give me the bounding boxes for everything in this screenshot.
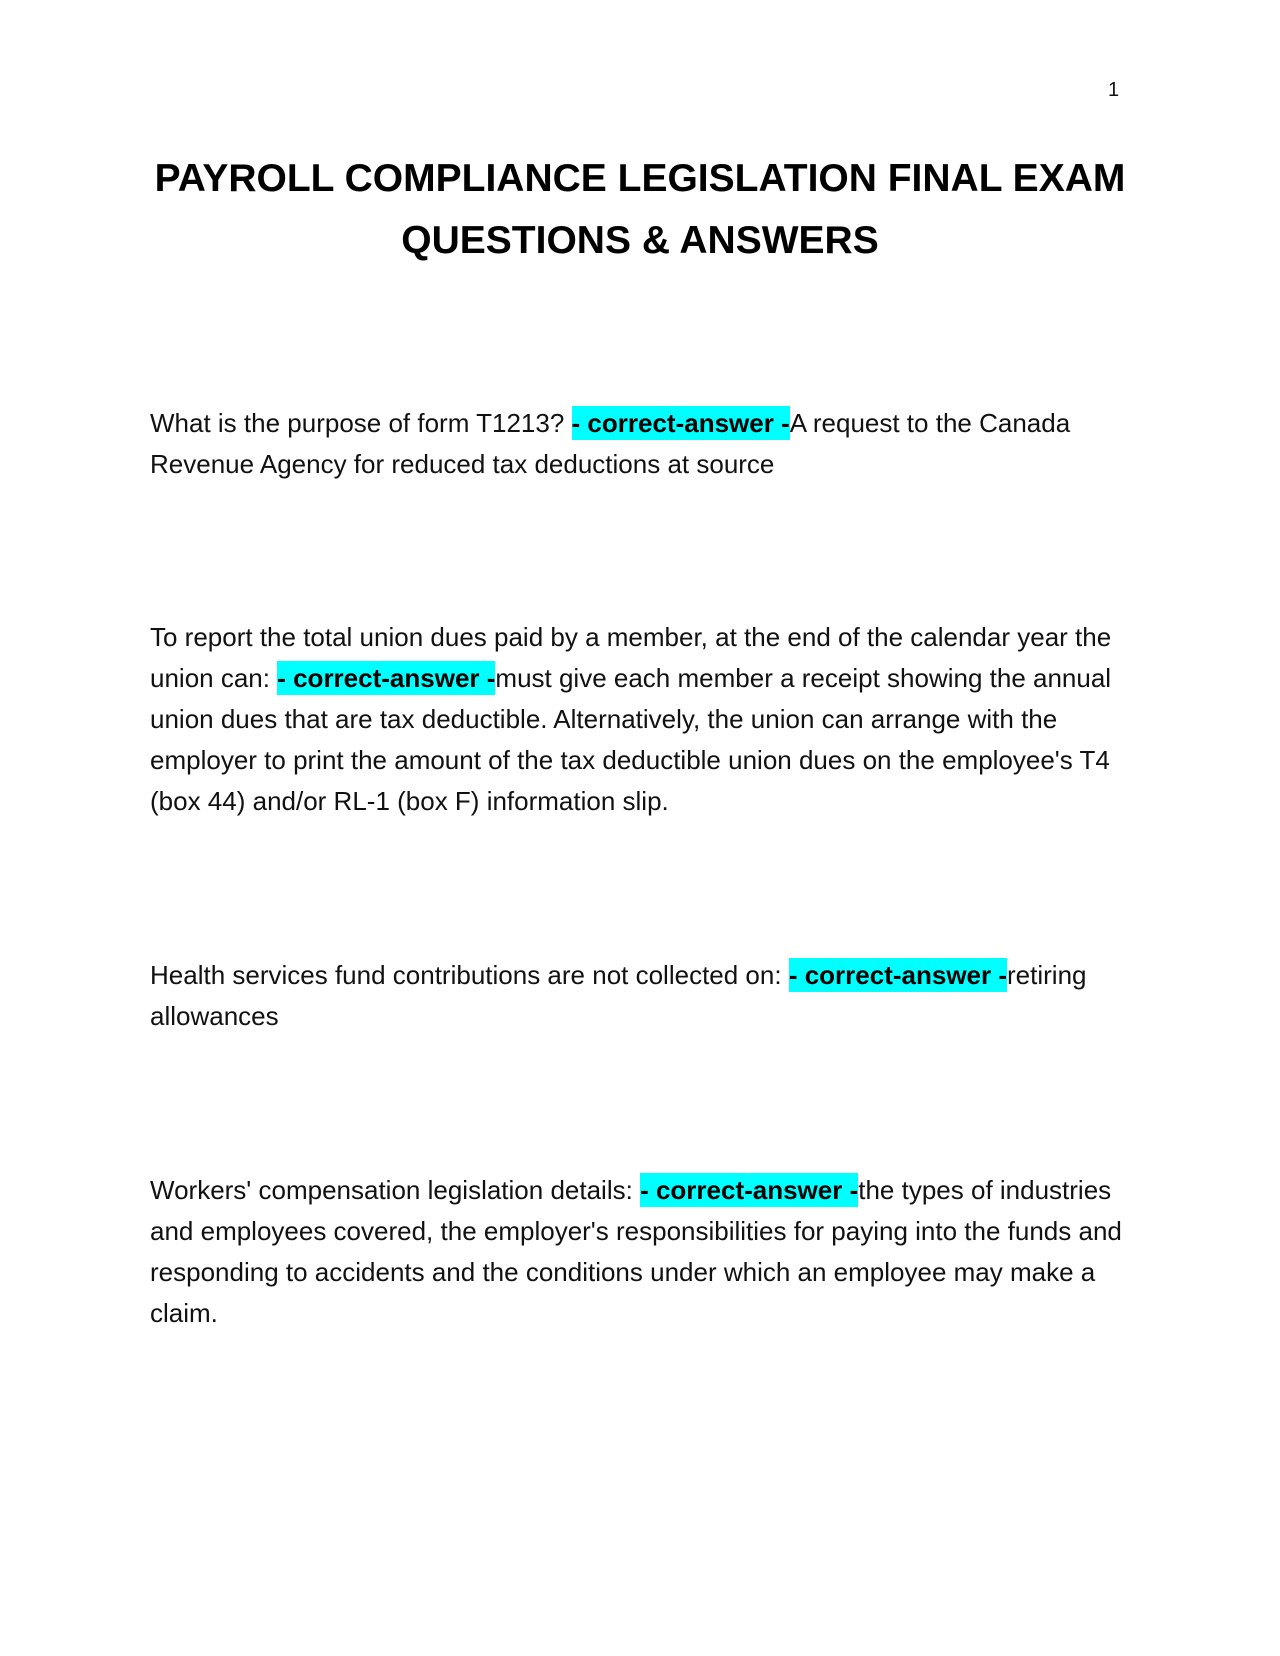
- qa-item: [150, 403, 1140, 485]
- question-text: To report the total union dues paid by a member, at the end of the calendar year the union can:: [150, 622, 1112, 693]
- qa-item: [150, 955, 1140, 1037]
- question-text: What is the purpose of form T1213?: [150, 408, 565, 438]
- qa-item: [150, 1170, 1140, 1334]
- correct-answer-marker: - correct-answer -: [571, 408, 790, 438]
- correct-answer-marker: - correct-answer -: [788, 960, 1008, 990]
- correct-answer-marker: - correct-answer -: [277, 663, 496, 693]
- correct-answer-marker: - correct-answer -: [640, 1175, 859, 1205]
- question-text: Workers' compensation legislation details:: [150, 1175, 633, 1205]
- qa-item: [150, 617, 1140, 822]
- answer-text: A request to the Canada Revenue Agency for reduced tax deductions at source: [150, 408, 1071, 479]
- answer-text: must give each member a receipt showing the annual union dues that are tax deductible. Alternatively, the union can arrange with the employer to print the amount of the tax deductible union dues on the employee's T4 (box 44) and/or RL-1 (box F) information slip.: [150, 663, 1112, 816]
- answer-text: the types of industries and employees covered, the employer's responsibilities for paying into the funds and responding to accidents and the conditions under which an employee may make a claim.: [150, 1175, 1122, 1328]
- question-text: Health services fund contributions are not collected on:: [150, 960, 782, 990]
- answer-text: retiring allowances: [150, 960, 1087, 1031]
- page-number: 1: [1108, 79, 1120, 101]
- document-title: PAYROLL COMPLIANCE LEGISLATION FINAL EXAM QUESTIONS & ANSWERS: [154, 157, 1126, 262]
